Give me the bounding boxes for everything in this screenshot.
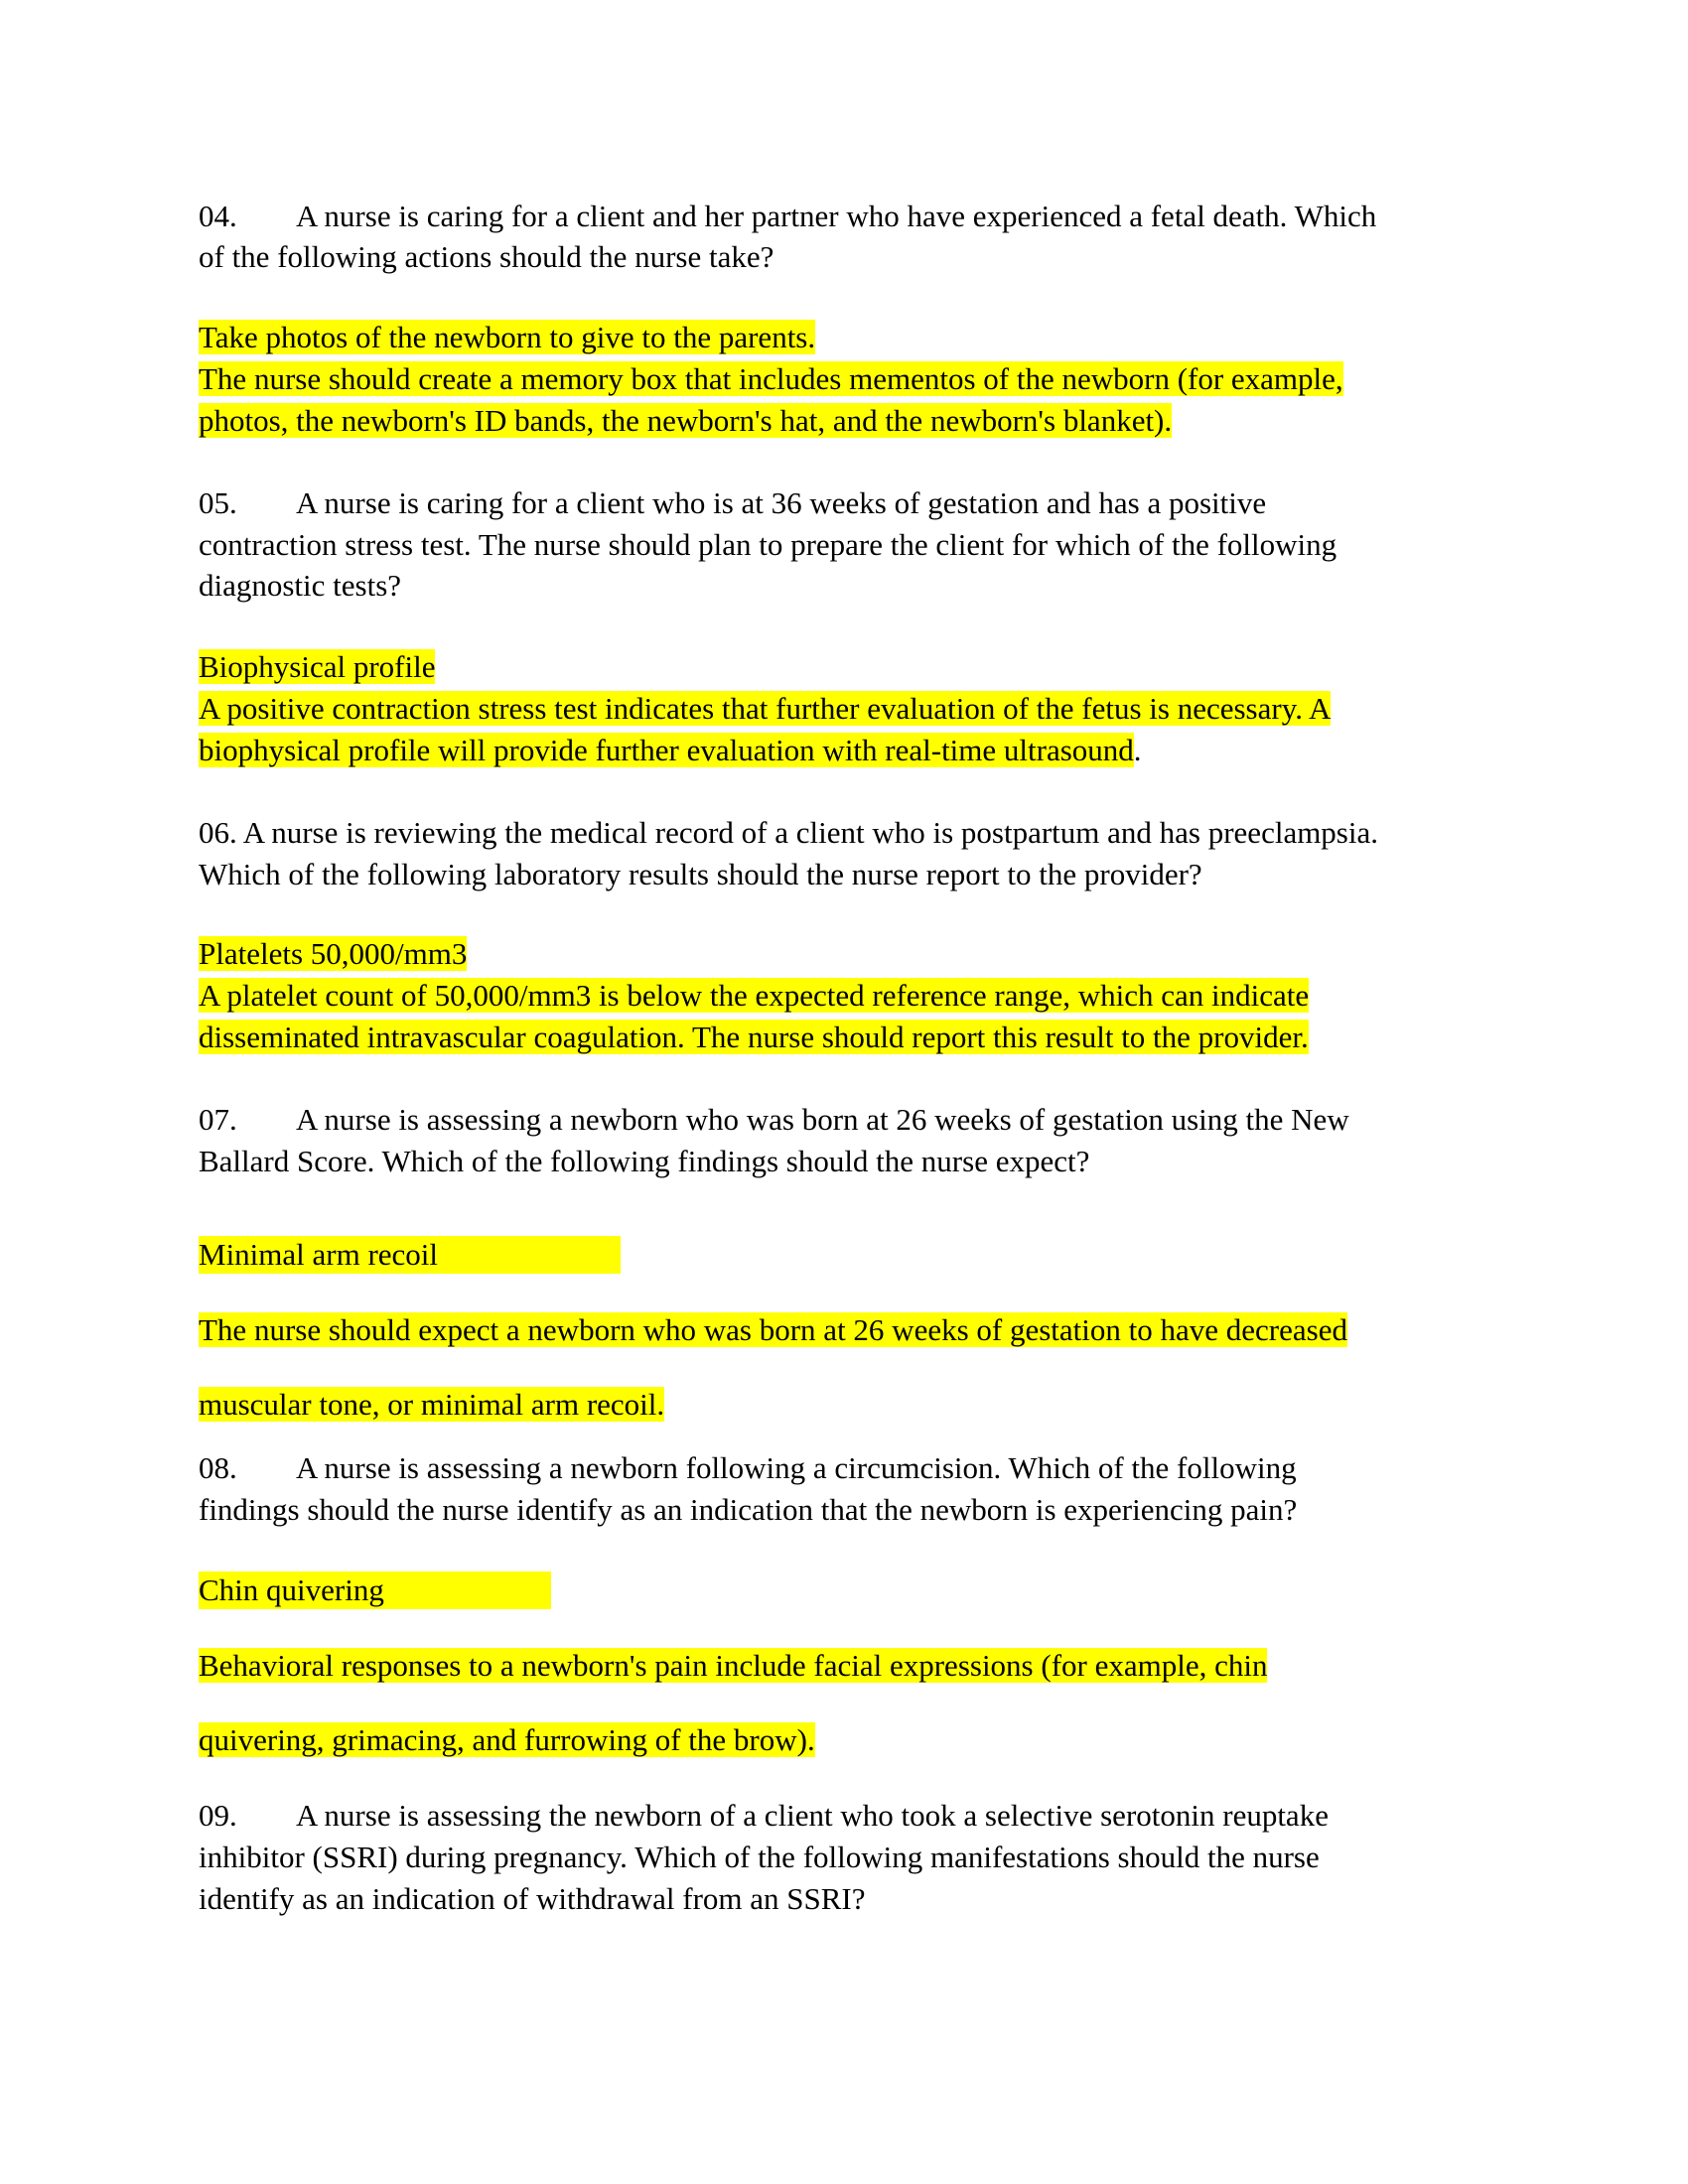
question-04-answer: Take photos of the newborn to give to the parents. [199, 320, 816, 354]
stem-text: A nurse is assessing a newborn following a circumcision. Which of the following [296, 1450, 1297, 1485]
question-08-stem-line-2: findings should the nurse identify as an indication that the newborn is experiencing pain? [199, 1492, 1298, 1527]
question-09-stem-line-1 [199, 1797, 1329, 1835]
question-05-answer: Biophysical profile [199, 649, 436, 684]
question-09-stem-line-3: identify as an indication of withdrawal from an SSRI? [199, 1881, 866, 1916]
stem-text: A nurse is caring for a client and her partner who have experienced a fetal death. Which [296, 199, 1377, 233]
question-04-rationale-line-1: The nurse should create a memory box that includes mementos of the newborn (for example, [199, 361, 1343, 396]
question-07-rationale-line-2: muscular tone, or minimal arm recoil. [199, 1387, 665, 1422]
stem-text: A nurse is assessing the newborn of a client who took a selective serotonin reuptake [296, 1798, 1329, 1833]
question-06-stem-line-1 [199, 814, 1378, 852]
question-number: 07. [199, 1102, 237, 1137]
trailing-period: . [1133, 733, 1142, 767]
stem-text: A nurse is reviewing the medical record of a client who is postpartum and has preeclampsia. [242, 815, 1378, 850]
question-07-stem-line-2: Ballard Score. Which of the following findings should the nurse expect? [199, 1144, 1090, 1178]
question-06-stem-line-2: Which of the following laboratory results should the nurse report to the provider? [199, 857, 1202, 891]
question-06-rationale-line-1: A platelet count of 50,000/mm3 is below the expected reference range, which can indicate [199, 978, 1310, 1013]
question-08-stem-line-1 [199, 1449, 1297, 1487]
question-07-answer: Minimal arm recoil [199, 1236, 621, 1274]
question-08-rationale-line-1: Behavioral responses to a newborn's pain include facial expressions (for example, chin [199, 1648, 1268, 1683]
question-04-rationale-line-2: photos, the newborn's ID bands, the newborn's hat, and the newborn's blanket). [199, 403, 1173, 438]
question-05-stem-line-2: contraction stress test. The nurse should plan to prepare the client for which of the following [199, 527, 1337, 562]
question-07-rationale-line-1: The nurse should expect a newborn who was born at 26 weeks of gestation to have decreased [199, 1312, 1347, 1347]
question-08-answer: Chin quivering [199, 1571, 551, 1609]
question-06-answer: Platelets 50,000/mm3 [199, 936, 468, 971]
stem-text: A nurse is caring for a client who is at 36 weeks of gestation and has a positive [296, 485, 1267, 520]
question-06-rationale-line-2: disseminated intravascular coagulation. The nurse should report this result to the provider. [199, 1020, 1309, 1054]
question-05-rationale-line-1: A positive contraction stress test indicates that further evaluation of the fetus is necessary. A [199, 691, 1332, 726]
stem-text: A nurse is assessing a newborn who was born at 26 weeks of gestation using the New [296, 1102, 1349, 1137]
question-07-stem-line-1 [199, 1101, 1349, 1139]
question-08-rationale-line-2: quivering, grimacing, and furrowing of the brow). [199, 1722, 815, 1757]
question-05-stem-line-1 [199, 484, 1266, 522]
question-05-rationale-line-2: biophysical profile will provide further evaluation with real-time ultrasound [199, 733, 1134, 767]
question-number: 05. [199, 485, 237, 520]
question-number: 09. [199, 1798, 237, 1833]
question-04-stem-line-1 [199, 198, 1376, 235]
question-number: 06. [199, 815, 237, 850]
question-number: 04. [199, 199, 237, 233]
question-09-stem-line-2: inhibitor (SSRI) during pregnancy. Which of the following manifestations should the nurse [199, 1840, 1320, 1874]
question-number: 08. [199, 1450, 237, 1485]
question-04-stem-line-2: of the following actions should the nurse take? [199, 239, 774, 274]
question-05-stem-line-3: diagnostic tests? [199, 568, 402, 603]
